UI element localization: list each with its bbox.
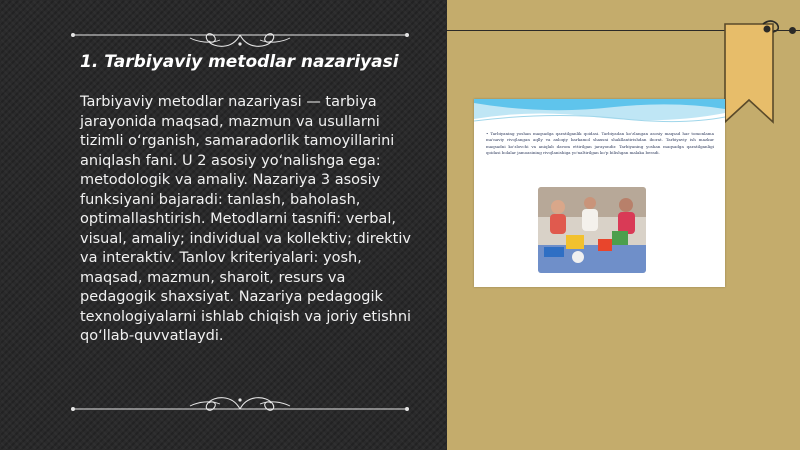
slide-title: 1. Tarbiyaviy metodlar nazariyasi [80,52,399,72]
ornament-divider-icon [70,390,410,414]
thumbnail-wave-header [474,99,725,129]
slide-thumbnail [474,99,725,287]
slide-body-text: Tarbiyaviy metodlar nazariyasi — tarbiya jarayonida maqsad, mazmun va usullarni tizimli o‘rganish, samaradorlik tamoyillarini aniqlash fani. U 2 asosiy yo‘nalishga ega: metodologik va amaliy. Nazariya 3 asosiy funksiyani bajaradi: tanlash, baholash, optimallashtirish. Metodlarni tasnifi: verbal, visual, amaliy; individual va kollektiv; direktiv va interaktiv. Tanlov kriteriyalari: yosh, maqsad, mazmun, sharoit, resurs va pedagogik shaxsiyat. Nazariya pedagogik texnologiyalarni ishlab chiqish va joriy etishni qo‘llab-quvvatlaydi. [80,94,412,344]
rule-end-dot [789,27,796,34]
bookmark-ribbon-icon [719,18,779,128]
ornament-divider-icon [70,30,410,54]
thumbnail-photo [538,187,646,273]
thumbnail-text: • Tarbiyaning yoshan maqsadga qaratilganlik qoidasi. Tarbiyadan ko'zlangan asosiy maqsad har tomonlama ma'naviy rivojlangan aqlly va axloqiy barkamol shaxsni shakllantirishdan iborat. Tarbiyaviy ish mazkur maqsadni ko'zlovchi va aniqlab davom ettirilgan jarayondir. Tarbiyaning yoshan maqsadga qaratilganligi qoidasi bolalar jamoasining rivojlanishiga yo'naltirilgan ko'p bilishgan malaka beradi. [486,131,714,155]
